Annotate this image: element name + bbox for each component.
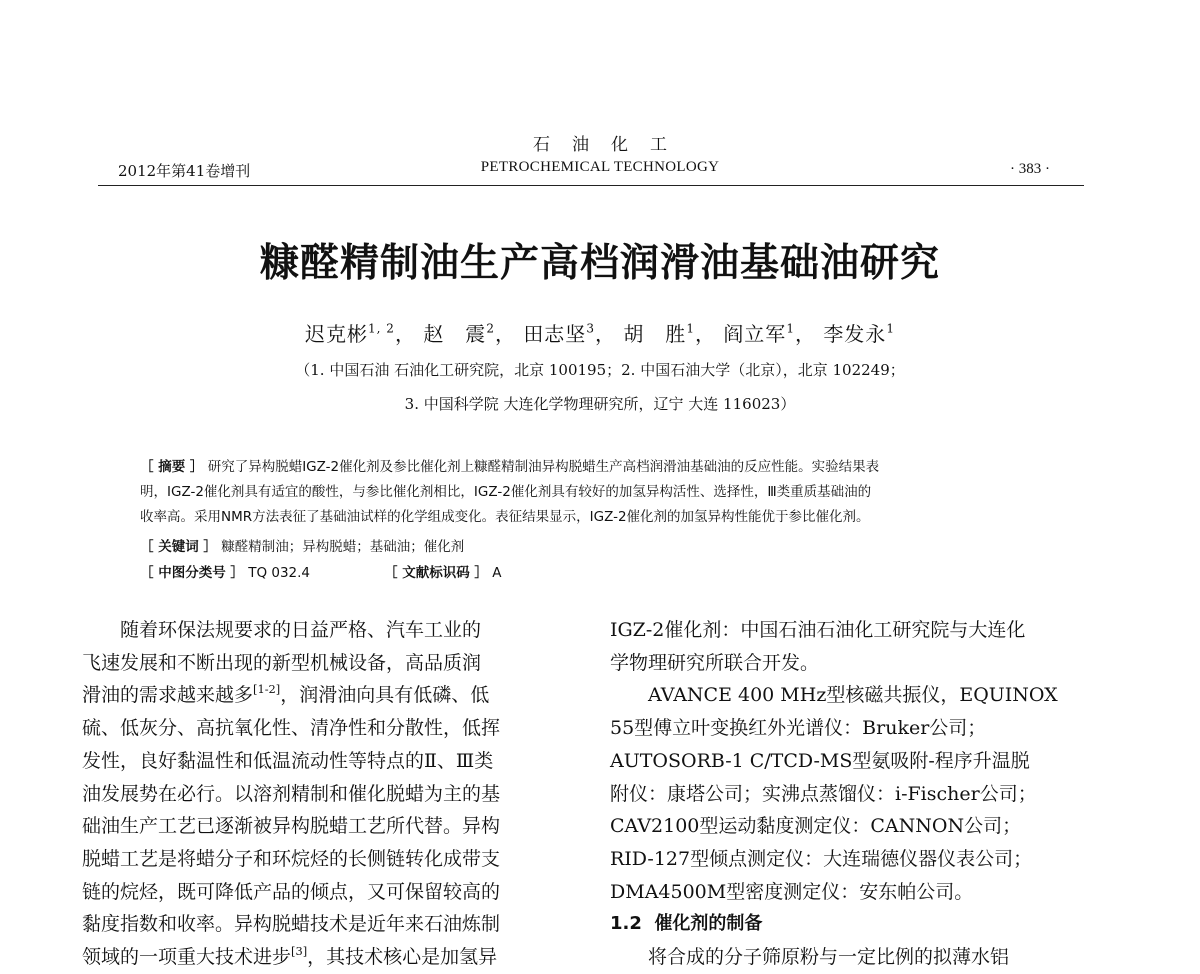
body-left-column [82,614,578,974]
body-line: IGZ-2催化剂：中国石油石油化工研究院与大连化 [610,619,1026,641]
section-title: 催化剂的制备 [654,913,763,935]
citation: [1-2] [253,682,281,697]
body-line: AVANCE 400 MHz型核磁共振仪，EQUINOX [648,684,1058,707]
body-line: DMA4500M型密度测定仪：安东帕公司。 [610,880,974,903]
body-line [82,941,578,974]
keywords-line [140,537,464,557]
author-affil: 1, 2 [368,321,395,336]
body-line: CAV2100型运动黏度测定仪：CANNON公司； [610,815,1022,838]
body-line: 脱蜡工艺是将蜡分子和环烷烃的长侧链转化成带支 [82,847,501,870]
keywords-text: 糠醛精制油；异构脱蜡；基础油；催化剂 [221,539,465,555]
abstract-line-1 [140,457,879,477]
author-name: 赵 震 [423,322,487,346]
author-list: 迟克彬$^{1, 2}$， 赵 震$^2$， 田志坚$^3$， 胡 胜$^1$， 阎立军$^1$， 李发永$^1$ [305,321,895,346]
body-line: 发性，良好黏温性和低温流动性等特点的Ⅱ、Ⅲ类 [82,749,494,772]
body-line: 随着环保法规要求的日益严格、汽车工业的 [120,619,482,641]
doc-code-value: A [492,565,502,581]
doc-code-tag: ［ 文献标识码 ］ [384,565,488,581]
body-right-column [610,614,1092,974]
body-text: ，润滑油向具有低磷、低 [280,684,490,707]
affiliation-line-2: 3. 中国科学院 大连化学物理研究所，辽宁 大连 116023） [404,395,796,413]
abstract-line-2: 明，IGZ-2催化剂具有适宜的酸性，与参比催化剂相比，IGZ-2催化剂具有较好的加氢异构活性、选择性，Ⅲ类重质基础油的 [140,484,872,500]
abstract-text: 研究了异构脱蜡IGZ-2催化剂及参比催化剂上糠醛精制油异构脱蜡生产高档润滑油基础油的反应性能。实验结果表 [207,459,880,475]
body-text: 滑油的需求越来越多 [82,684,254,707]
page-number: · 383 · [1010,161,1050,177]
abstract-tag: ［ 摘要 ］ [140,459,204,475]
abstract-line-3: 收率高。采用NMR方法表征了基础油试样的化学组成变化。表征结果显示，IGZ-2催化剂的加氢异构性能优于参比催化剂。 [140,509,870,525]
author-name: 迟克彬 [305,322,369,346]
clc-tag: ［ 中图分类号 ］ [140,565,244,581]
section-heading [610,908,1092,941]
clc-value: TQ 032.4 [248,565,311,581]
author-affil: 1 [886,321,895,336]
issue-label: 2012年第41卷增刊 [118,162,251,180]
body-line: 飞速发展和不断出现的新型机械设备，高品质润 [82,651,482,674]
body-line: 链的烷烃，既可降低产品的倾点，又可保留较高的 [82,880,501,903]
body-line: RID-127型倾点测定仪：大连瑞德仪器仪表公司； [610,847,1033,870]
body-text: ，其技术核心是加氢异 [307,946,498,969]
paper-title: 糠醛精制油生产高档润滑油基础油研究 [259,241,940,286]
author-affil: 2 [486,321,495,336]
author-affil: 3 [586,321,595,336]
author-name: 阎立军 [723,322,787,346]
affiliation-line-1: （1. 中国石油 石油化工研究院，北京 100195；2. 中国石油大学（北京），北京 102249； [295,361,905,379]
author-name: 李发永 [823,322,887,346]
body-line [82,679,578,712]
body-line: AUTOSORB-1 C/TCD-MS型氨吸附-程序升温脱 [610,749,1030,772]
body-line: 黏度指数和收率。异构脱蜡技术是近年来石油炼制 [82,913,501,936]
body-line: 55型傅立叶变换红外光谱仪：Bruker公司； [610,717,987,740]
clc-line [140,563,310,583]
journal-name-en: PETROCHEMICAL TECHNOLOGY [480,159,720,175]
body-line: 将合成的分子筛原粉与一定比例的拟薄水铝 [648,946,1010,969]
body-text: 领域的一项重大技术进步 [82,946,292,969]
author-name: 胡 胜 [623,322,687,346]
body-line: 硫、低灰分、高抗氧化性、清净性和分散性，低挥 [82,717,501,740]
body-line: 础油生产工艺已逐渐被异构脱蜡工艺所代替。异构 [82,815,501,838]
doc-code-line [384,563,501,583]
author-name: 田志坚 [523,322,587,346]
body-line: 附仪：康塔公司；实沸点蒸馏仪：i-Fischer公司； [610,782,1037,805]
section-number: 1.2 [610,913,642,935]
keywords-tag: ［ 关键词 ］ [140,539,217,555]
body-line: 学物理研究所联合开发。 [610,651,820,674]
author-affil: 1 [686,321,695,336]
body-line: 油发展势在必行。以溶剂精制和催化脱蜡为主的基 [82,782,501,805]
header-rule [98,185,1084,186]
journal-name-cn: 石油化工 [533,135,689,155]
author-affil: 1 [786,321,795,336]
citation: [3] [291,944,308,959]
